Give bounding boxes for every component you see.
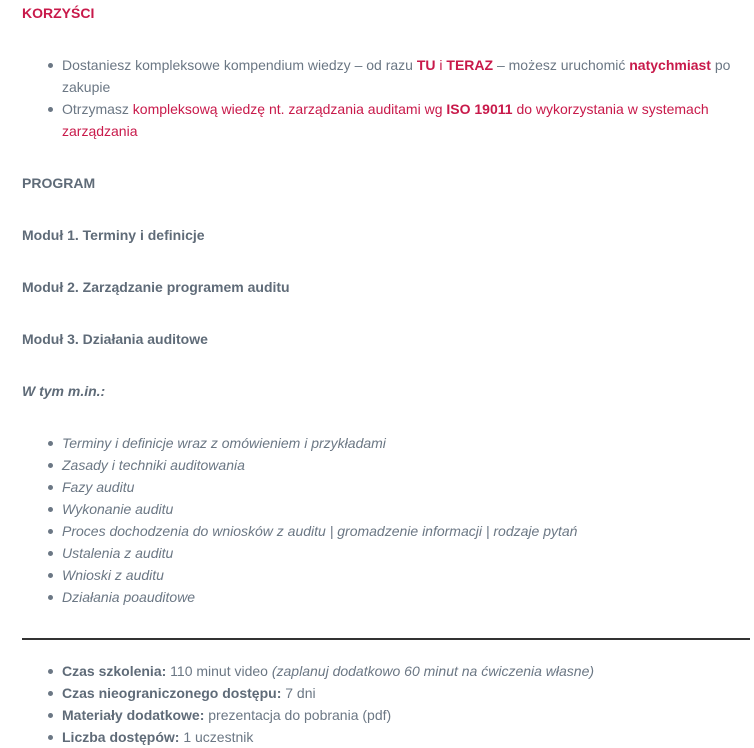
emphasis-teraz: TERAZ — [446, 57, 494, 73]
benefit-text: kompleksową wiedzę nt. zarządzania auditami wg — [132, 101, 447, 117]
topic-text: Zasady i techniki auditowania — [62, 457, 245, 473]
bullet-icon — [48, 713, 53, 718]
topic-text: Działania poauditowe — [62, 589, 196, 605]
benefit-text: i — [435, 57, 447, 73]
topic-item — [62, 498, 750, 520]
detail-item-materials — [62, 704, 750, 726]
bullet-icon — [48, 595, 53, 600]
topics-list — [22, 432, 750, 608]
topic-text: Wykonanie auditu — [62, 501, 174, 517]
details-list — [22, 660, 750, 748]
topic-text: Ustalenia z auditu — [62, 545, 174, 561]
benefit-text: – możesz uruchomić — [493, 57, 630, 73]
benefit-text: do wykorzystania w systemach zarządzania — [62, 101, 709, 139]
emphasis-natychmiast: natychmiast — [629, 57, 711, 73]
benefit-text: Dostaniesz kompleksowe kompendium wiedzy – od razu — [62, 57, 417, 73]
module-3-title: Moduł 3. Działania auditowe — [22, 331, 208, 347]
detail-item-access — [62, 682, 750, 704]
detail-label: Czas szkolenia: — [62, 663, 167, 679]
detail-item-duration — [62, 660, 750, 682]
detail-item-count — [62, 726, 750, 748]
topic-item — [62, 586, 750, 608]
bullet-icon — [48, 669, 53, 674]
detail-value: prezentacja do pobrania (pdf) — [204, 707, 392, 723]
topic-item — [62, 564, 750, 586]
benefits-heading: KORZYŚCI — [22, 5, 95, 21]
topic-text: Proces dochodzenia do wniosków z auditu | gromadzenie informacji | rodzaje pytań — [62, 523, 578, 539]
bullet-icon — [48, 107, 53, 112]
benefits-list — [22, 54, 750, 142]
emphasis-tu: TU — [416, 57, 436, 73]
bullet-icon — [48, 463, 53, 468]
bullet-icon — [48, 691, 53, 696]
bullet-icon — [48, 507, 53, 512]
program-heading: PROGRAM — [22, 175, 96, 191]
detail-label: Czas nieograniczonego dostępu: — [62, 685, 282, 701]
benefit-text: Otrzymasz — [62, 101, 133, 117]
bullet-icon — [48, 735, 53, 740]
topic-text: Terminy i definicje wraz z omówieniem i przykładami — [62, 435, 386, 451]
bullet-icon — [48, 485, 53, 490]
section-divider — [22, 638, 750, 640]
bullet-icon — [48, 529, 53, 534]
benefit-text: po zakupie — [62, 57, 731, 95]
benefit-item — [62, 98, 750, 142]
emphasis-iso: ISO 19011 — [446, 101, 513, 117]
bullet-icon — [48, 551, 53, 556]
including-label: W tym m.in.: — [22, 383, 106, 399]
topic-text: Wnioski z auditu — [62, 567, 164, 583]
detail-label: Materiały dodatkowe: — [62, 707, 205, 723]
detail-value: 1 uczestnik — [179, 729, 254, 745]
topic-item — [62, 454, 750, 476]
detail-value: 110 minut video — [166, 663, 272, 679]
topic-item — [62, 432, 750, 454]
bullet-icon — [48, 441, 53, 446]
topic-item — [62, 520, 750, 542]
module-1-title: Moduł 1. Terminy i definicje — [22, 227, 205, 243]
detail-value: 7 dni — [281, 685, 316, 701]
topic-item — [62, 542, 750, 564]
module-2-title: Moduł 2. Zarządzanie programem auditu — [22, 279, 290, 295]
topic-item — [62, 476, 750, 498]
detail-note: (zaplanuj dodatkowo 60 minut na ćwiczenia własne) — [271, 663, 595, 679]
bullet-icon — [48, 573, 53, 578]
benefit-item — [62, 54, 750, 98]
detail-label: Liczba dostępów: — [62, 729, 180, 745]
bullet-icon — [48, 63, 53, 68]
topic-text: Fazy auditu — [62, 479, 135, 495]
